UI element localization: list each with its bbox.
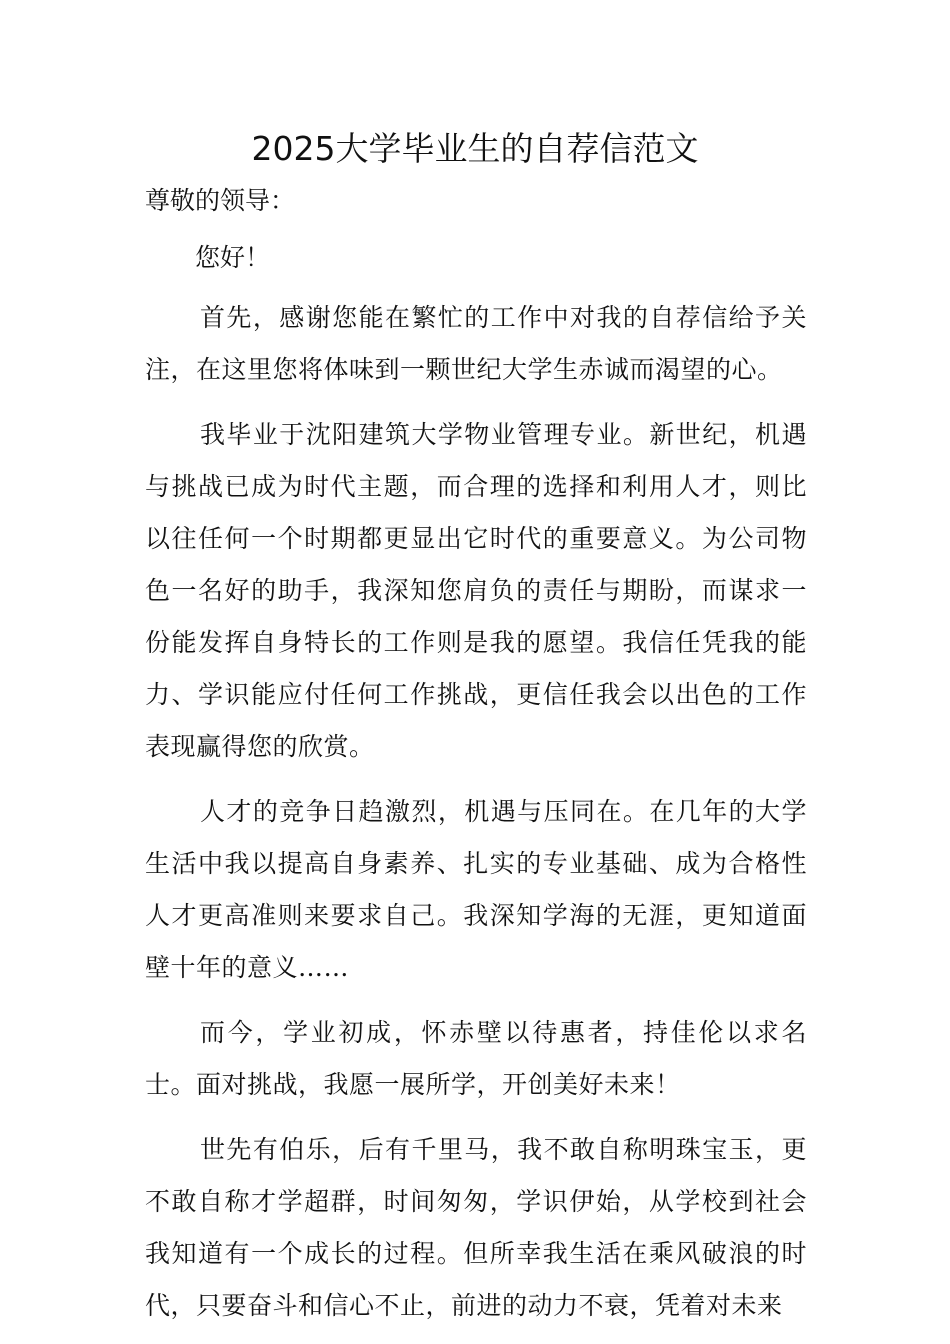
paragraph-competition: 人才的竞争日趋激烈，机遇与压同在。在几年的大学生活中我以提高自身素养、扎实的专业基础、成为合格性人才更高准则来要求自己。我深知学海的无涯，更知道面壁十年的意义…… <box>145 797 807 982</box>
greeting: 您好！ <box>195 243 271 272</box>
paragraph-background: 我毕业于沈阳建筑大学物业管理专业。新世纪，机遇与挑战已成为时代主题，而合理的选择和利用人才，则比以往任何一个时期都更显出它时代的重要意义。为公司物色一名好的助手，我深知您肩负的责任与期盼，而谋求一份能发挥自身特长的工作则是我的愿望。我信任凭我的能力、学识能应付任何工作挑战，更信任我会以出色的工作表现赢得您的欣赏。 <box>145 420 807 761</box>
paragraph-growth: 世先有伯乐，后有千里马，我不敢自称明珠宝玉，更不敢自称才学超群，时间匆匆，学识伊始，从学校到社会我知道有一个成长的过程。但所幸我生活在乘风破浪的时代，只要奋斗和信心不止，前进的动力不衰，凭着对未来 <box>145 1135 807 1320</box>
page-title: 2025大学毕业生的自荐信范文 <box>251 129 699 168</box>
paragraph-aspiration: 而今，学业初成，怀赤壁以待惠者，持佳伦以求名士。面对挑战，我愿一展所学，开创美好未来！ <box>145 1018 807 1099</box>
paragraph-thanks: 首先，感谢您能在繁忙的工作中对我的自荐信给予关注，在这里您将体味到一颗世纪大学生赤诚而渴望的心。 <box>145 303 807 384</box>
salutation: 尊敬的领导： <box>145 186 296 215</box>
letter-body <box>145 178 825 1332</box>
